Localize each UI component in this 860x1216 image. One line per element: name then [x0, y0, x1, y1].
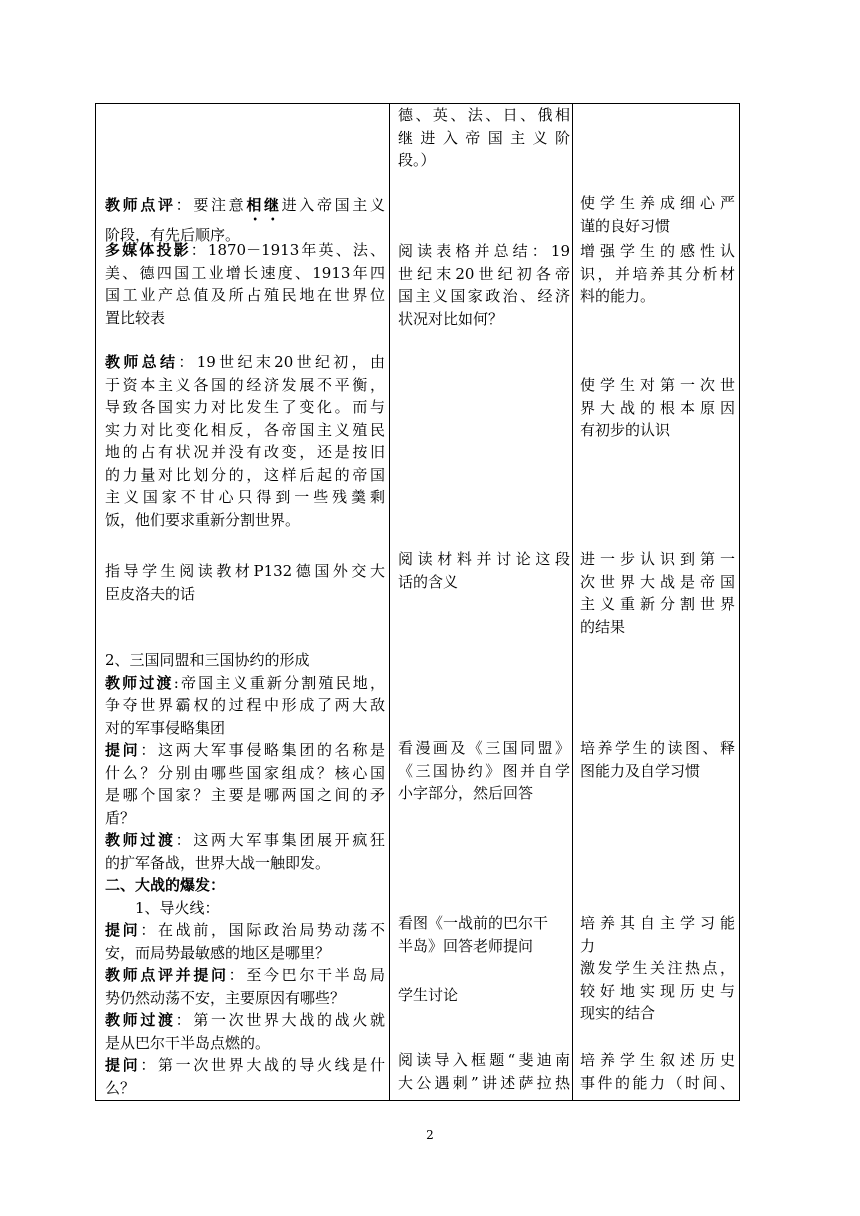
- goal-root-cause: 使学生对第一次世 界大战的根本原因 有初步的认识: [580, 376, 735, 439]
- alliance-section: 2、三国同盟和三国协约的形成 教师过渡:帝国主义重新分割殖民地， 争夺世界霸权的过程中形成了两大敌 对的军事侵略集团 提问：这两大军事侵略集团的名称是 什么？分别由哪些国家组成？核心国 是哪个国家？主要是哪两国之间的矛 盾？ 教师过渡：这两大军事集团展开疯狂 的扩军备战，世界大战一触即发。 二、大战的爆发： 1、导火线： 提问：在战前，国际政治局势动荡不 安，而局势最敏感的地区是哪里？ 教师点评并提问：至今巴尔干半岛局 势仍然动荡不安，主要原因有哪些？ 教师过渡：第一次世界大战的战火就 是从巴尔干半岛点燃的。 提问：第一次世界大战的导火线是什 么？: [105, 651, 385, 1097]
- goal-perceptual-analysis: 增强学生的感性认 识，并培养其分析材 料的能力。: [580, 242, 735, 305]
- page-number: 2: [426, 1128, 434, 1142]
- student-activity-intro-box: 阅读导入框题“斐迪南 大公遇刺”讲述萨拉热: [398, 1051, 570, 1092]
- section-title: 2、三国同盟和三国协约的形成: [105, 651, 310, 669]
- multimedia-projection: 多媒体投影：1870－1913年英、法、 美、德四国工业增长速度、1913年四 国工业产总值及所占殖民地在世界位 置比较表: [105, 241, 385, 327]
- student-activity-cartoon: 看漫画及《三国同盟》 《三国协约》图并自学 小字部分，然后回答: [398, 739, 570, 802]
- student-activity-discussion: 学生讨论: [398, 986, 459, 1004]
- student-activity-intro: 德、英、法、日、俄相 继进入帝国主义阶 段。）: [398, 106, 570, 169]
- goal-careful-habit: 使学生养成细心严 谨的良好习惯: [580, 194, 735, 235]
- goal-reading-maps: 培养学生的读图、释 图能力及自学习惯: [580, 739, 735, 780]
- reading-guidance: 指导学生阅读教材P132德国外交大 臣皮洛夫的话: [105, 562, 385, 603]
- column-divider: [572, 104, 573, 1100]
- teacher-summary: 教师总结：19世纪末20世纪初，由 于资本主义各国的经济发展不平衡， 导致各国实力对比发生了变化。而与 实力对比变化相反，各帝国主义殖民 地的占有状况并没有改变，还是按旧 的力量对比划分的，这样后起的帝国 主义国家不甘心只得到一些残羹剩 饭，他们要求重新分割世界。: [105, 353, 385, 529]
- student-activity-read-table: 阅读表格并总结：19 世纪末20世纪初各帝 国主义国家政治、经济 状况对比如何？: [398, 242, 570, 328]
- goal-narrate-history: 培养学生叙述历史 事件的能力（时间、: [580, 1051, 735, 1092]
- student-activity-read-material: 阅读材料并讨论这段 话的含义: [398, 550, 570, 591]
- goal-redivision: 进一步认识到第一 次世界大战是帝国 主义重新分割世界 的结果: [580, 550, 735, 636]
- student-activity-balkan-map: 看图《一战前的巴尔干 半岛》回答老师提问: [398, 914, 549, 955]
- lesson-plan-table: [95, 103, 740, 1101]
- subsection-title: 1、导火线：: [135, 898, 220, 917]
- goal-self-study: 培养其自主学习能 力: [580, 914, 735, 955]
- section-title: 二、大战的爆发：: [105, 876, 226, 894]
- goal-hotspot: 激发学生关注热点， 较好地实现历史与 现实的结合: [580, 959, 735, 1022]
- column-divider: [389, 104, 390, 1100]
- teacher-comment: 教师点评：要注意相继进入帝国主义 阶段，有先后顺序。: [105, 196, 385, 244]
